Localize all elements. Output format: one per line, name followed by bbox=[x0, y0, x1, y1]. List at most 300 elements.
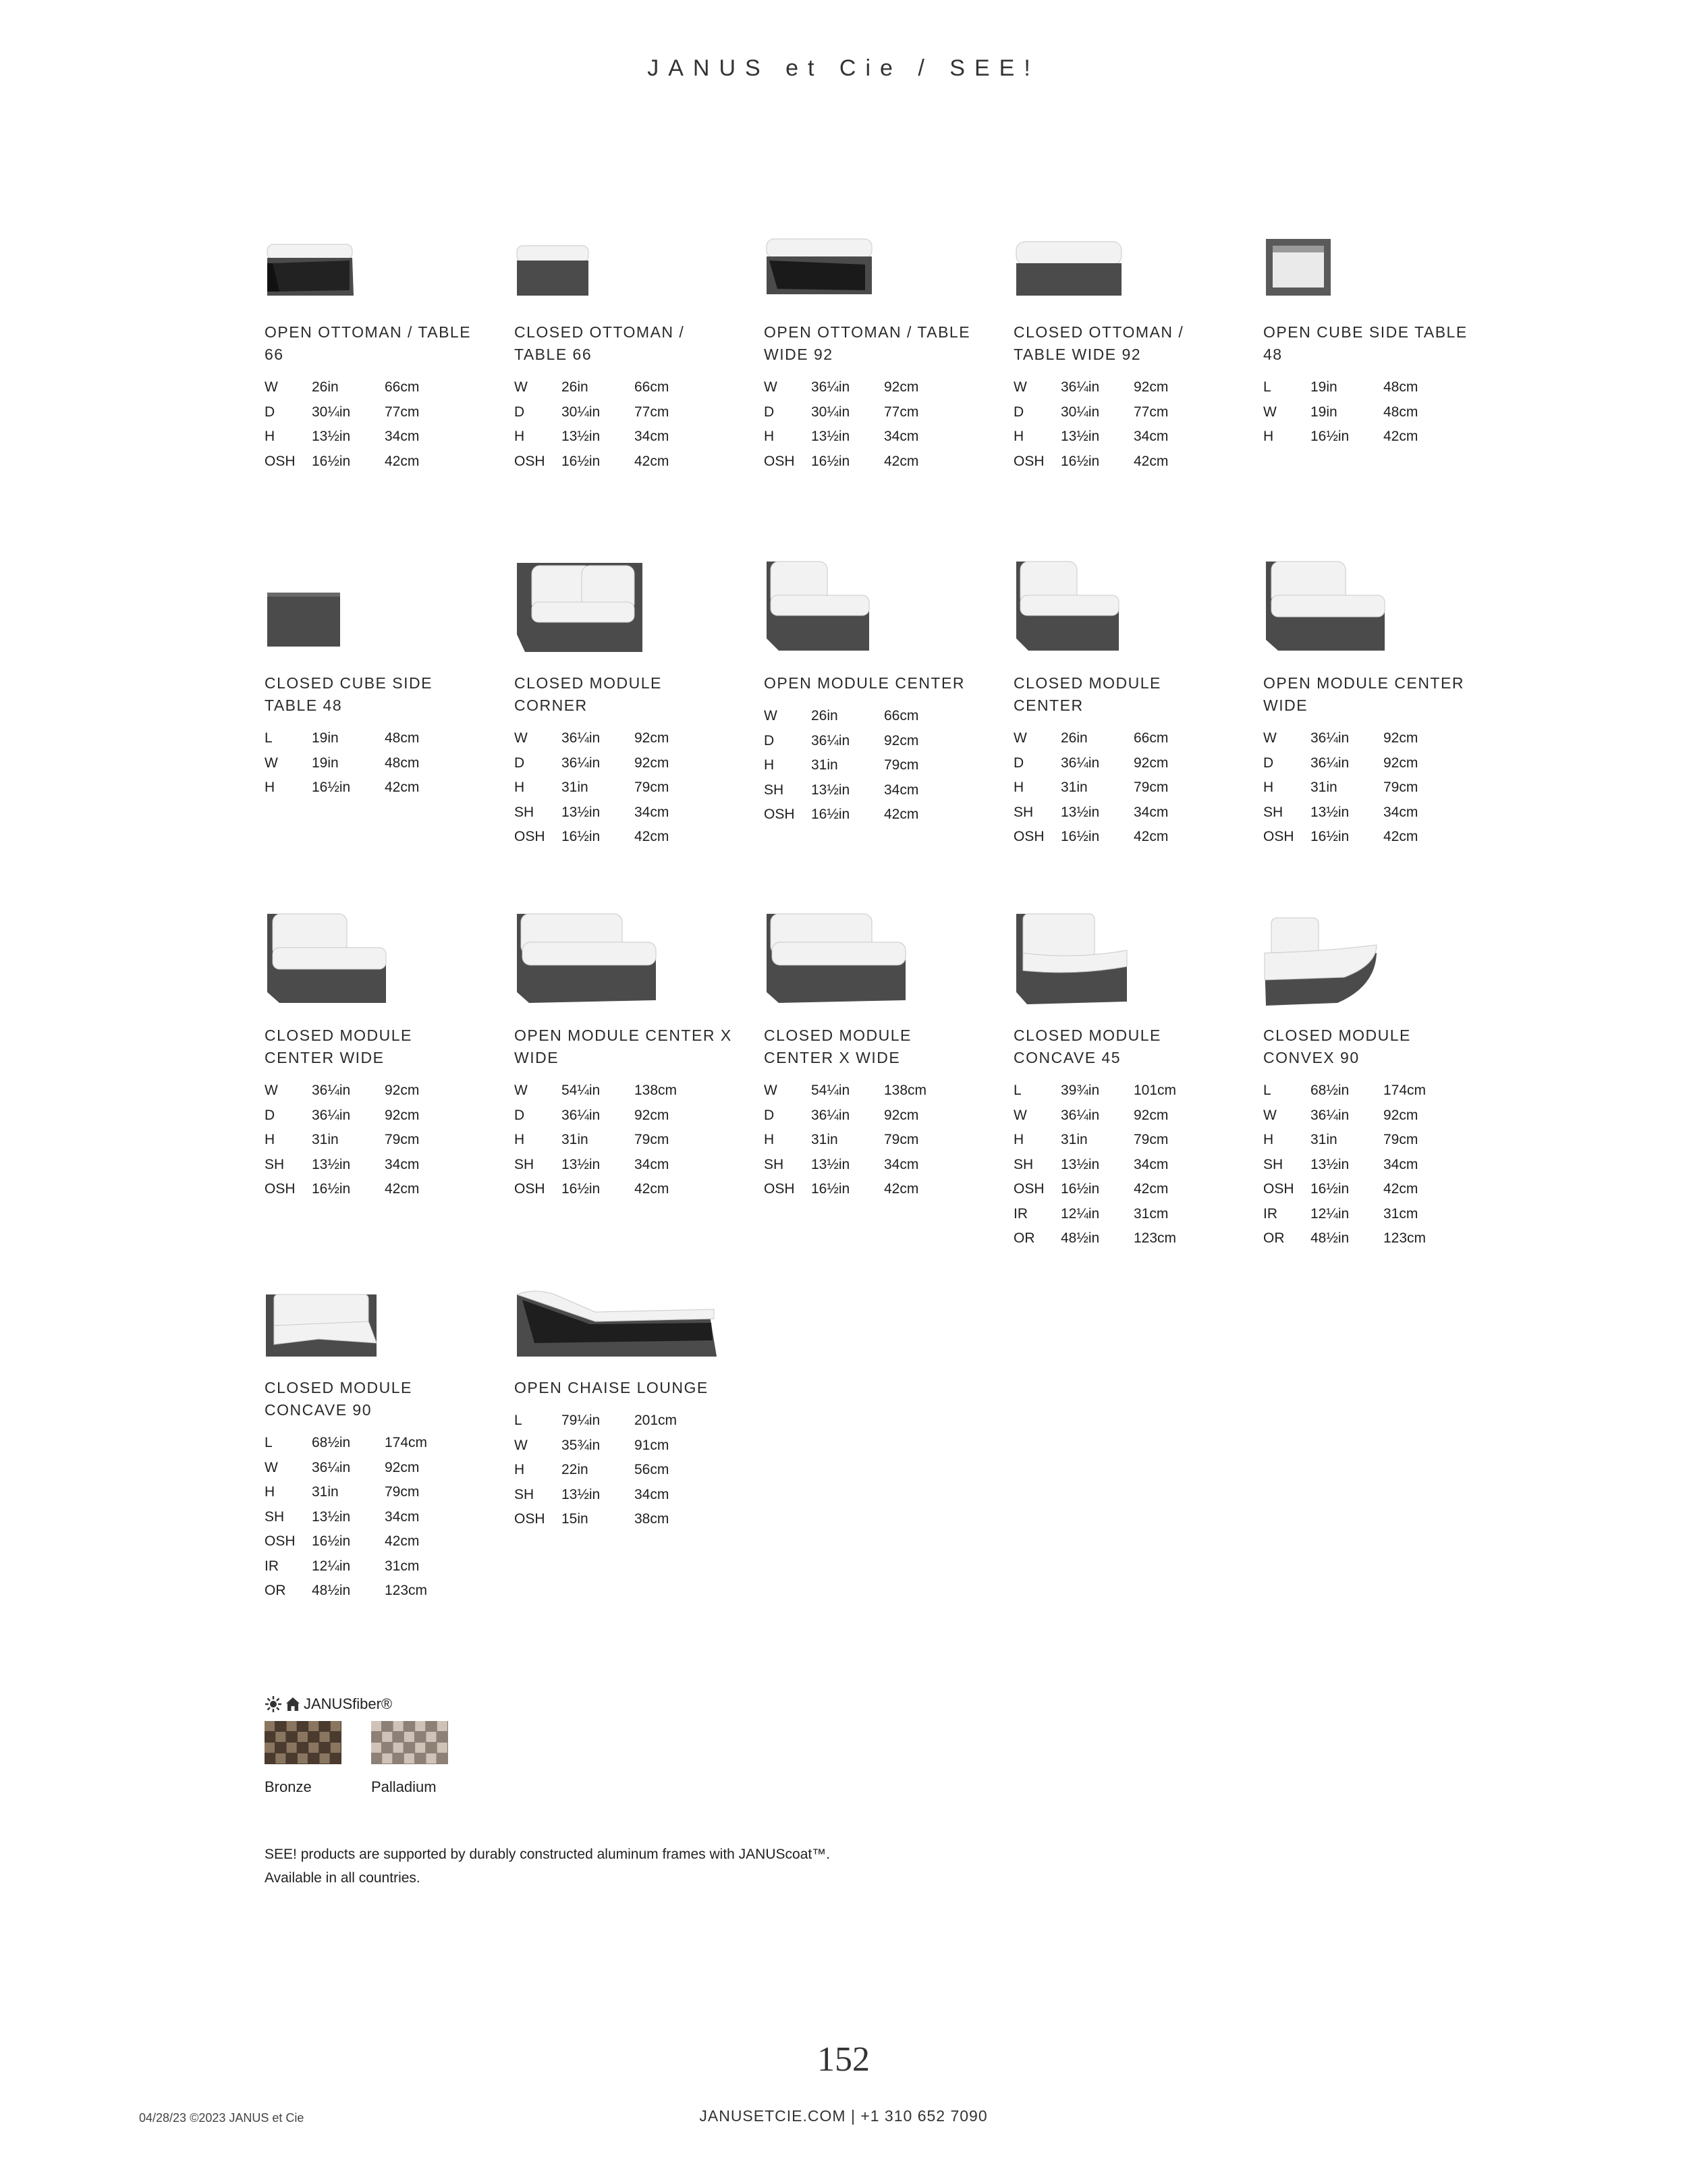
spec-cm: 92cm bbox=[634, 755, 669, 771]
spec-row bbox=[1014, 449, 1236, 474]
swatch-palladium bbox=[371, 1721, 448, 1796]
spec-row bbox=[764, 1153, 987, 1178]
spec-cm: 79cm bbox=[385, 1484, 420, 1500]
spec-row bbox=[1014, 1079, 1236, 1103]
spec-table bbox=[1014, 726, 1236, 850]
spec-inches: 36¼in bbox=[1310, 1107, 1350, 1123]
product-name: CLOSED OTTOMAN / TABLE WIDE 92 bbox=[1014, 323, 1184, 363]
spec-inches: 36¼in bbox=[1310, 755, 1350, 771]
spec-row bbox=[1014, 825, 1236, 850]
spec-inches: 13½in bbox=[811, 429, 850, 444]
spec-key: OSH bbox=[764, 1181, 795, 1197]
spec-inches: 31in bbox=[312, 1132, 339, 1147]
spec-row bbox=[265, 1079, 487, 1103]
spec-row bbox=[764, 449, 987, 474]
spec-cm: 79cm bbox=[634, 780, 669, 795]
spec-inches: 54¼in bbox=[561, 1083, 601, 1098]
spec-key: W bbox=[265, 1459, 278, 1475]
spec-key: OSH bbox=[514, 1511, 545, 1527]
spec-row bbox=[265, 425, 487, 449]
spec-inches: 16½in bbox=[561, 829, 601, 844]
product-image bbox=[1263, 223, 1486, 304]
product-image bbox=[1014, 926, 1236, 1007]
spec-inches: 30¼in bbox=[1061, 404, 1100, 420]
spec-key: OR bbox=[1014, 1230, 1035, 1246]
spec-inches: 13½in bbox=[1310, 804, 1350, 820]
spec-inches: 13½in bbox=[312, 429, 351, 444]
spec-key: H bbox=[764, 757, 775, 773]
spec-cm: 34cm bbox=[1383, 1156, 1418, 1172]
spec-key: D bbox=[514, 1107, 525, 1123]
spec-row bbox=[265, 1153, 487, 1178]
product-name: CLOSED CUBE SIDE TABLE 48 bbox=[265, 674, 433, 714]
spec-row bbox=[514, 400, 737, 425]
spec-cm: 77cm bbox=[1134, 404, 1169, 420]
spec-row bbox=[1014, 425, 1236, 449]
product-image bbox=[514, 926, 737, 1007]
swatch-bronze bbox=[265, 1721, 341, 1796]
spec-key: D bbox=[514, 755, 525, 771]
spec-row bbox=[764, 753, 987, 778]
product-image bbox=[514, 574, 737, 655]
spec-inches: 36¼in bbox=[811, 732, 850, 748]
spec-row bbox=[1014, 1177, 1236, 1202]
spec-inches: 13½in bbox=[1310, 1156, 1350, 1172]
spec-key: H bbox=[265, 429, 275, 444]
product-card-closed-module-center-x-wide bbox=[764, 926, 987, 1202]
spec-row bbox=[514, 775, 737, 800]
spec-row bbox=[1263, 825, 1486, 850]
spec-key: OSH bbox=[1014, 829, 1045, 844]
spec-row bbox=[1263, 775, 1486, 800]
spec-key: H bbox=[764, 1132, 775, 1147]
spec-cm: 56cm bbox=[634, 1462, 669, 1477]
spec-cm: 77cm bbox=[385, 404, 420, 420]
spec-key: W bbox=[514, 730, 528, 746]
spec-row bbox=[764, 729, 987, 754]
spec-row bbox=[1014, 726, 1236, 751]
spec-key: OSH bbox=[514, 1181, 545, 1197]
spec-row bbox=[265, 751, 487, 776]
spec-key: H bbox=[265, 780, 275, 795]
spec-cm: 92cm bbox=[1383, 755, 1418, 771]
spec-inches: 36¼in bbox=[561, 755, 601, 771]
footer-date-copyright: 04/28/23 ©2023 JANUS et Cie bbox=[139, 2111, 304, 2125]
spec-cm: 48cm bbox=[1383, 404, 1418, 420]
product-card-open-module-center-x-wide bbox=[514, 926, 737, 1202]
spec-cm: 34cm bbox=[634, 804, 669, 820]
swatch-label: Bronze bbox=[265, 1778, 312, 1795]
spec-key: W bbox=[514, 1083, 528, 1098]
spec-cm: 42cm bbox=[884, 1181, 919, 1197]
spec-cm: 42cm bbox=[634, 829, 669, 844]
spec-inches: 36¼in bbox=[1061, 379, 1100, 395]
spec-key: OSH bbox=[1014, 1181, 1045, 1197]
product-card-closed-module-center bbox=[1014, 574, 1236, 850]
spec-inches: 16½in bbox=[1310, 1181, 1350, 1197]
spec-row bbox=[514, 1507, 737, 1532]
spec-row bbox=[514, 375, 737, 400]
spec-cm: 34cm bbox=[385, 429, 420, 444]
spec-cm: 138cm bbox=[884, 1083, 927, 1098]
spec-row bbox=[764, 778, 987, 803]
spec-key: IR bbox=[1014, 1205, 1028, 1222]
spec-key: H bbox=[1263, 429, 1274, 444]
spec-inches: 16½in bbox=[312, 1181, 351, 1197]
spec-row bbox=[764, 1128, 987, 1153]
spec-cm: 66cm bbox=[385, 379, 420, 395]
spec-row bbox=[265, 1177, 487, 1202]
spec-row bbox=[1263, 1103, 1486, 1128]
spec-row bbox=[265, 1103, 487, 1128]
spec-key: L bbox=[1263, 1083, 1271, 1098]
spec-key: W bbox=[1014, 1107, 1027, 1123]
product-image bbox=[1263, 926, 1486, 1007]
spec-inches: 12¼in bbox=[312, 1558, 351, 1574]
spec-table bbox=[514, 1409, 737, 1532]
spec-key: W bbox=[265, 379, 278, 395]
spec-row bbox=[265, 1554, 487, 1579]
spec-row bbox=[1014, 400, 1236, 425]
product-name: CLOSED MODULE CONVEX 90 bbox=[1263, 1027, 1411, 1066]
spec-inches: 31in bbox=[1061, 780, 1088, 795]
spec-cm: 79cm bbox=[1383, 780, 1418, 795]
spec-key: W bbox=[1263, 730, 1277, 746]
spec-row bbox=[514, 1483, 737, 1508]
spec-key: IR bbox=[1263, 1205, 1277, 1222]
spec-key: D bbox=[1014, 755, 1024, 771]
spec-cm: 92cm bbox=[884, 379, 919, 395]
spec-key: D bbox=[265, 404, 275, 420]
spec-cm: 48cm bbox=[385, 730, 420, 746]
spec-cm: 123cm bbox=[1383, 1230, 1427, 1246]
spec-table bbox=[764, 1079, 987, 1202]
spec-key: OSH bbox=[1014, 453, 1045, 469]
spec-inches: 22in bbox=[561, 1462, 588, 1477]
spec-key: W bbox=[764, 708, 777, 724]
spec-table bbox=[1014, 1079, 1236, 1251]
page-header: JANUS et Cie / SEE! bbox=[647, 55, 1040, 81]
note-line: Available in all countries. bbox=[265, 1870, 420, 1886]
spec-cm: 34cm bbox=[634, 1486, 669, 1502]
spec-key: SH bbox=[514, 1486, 534, 1502]
spec-cm: 79cm bbox=[1134, 780, 1169, 795]
product-card-open-cube-side-table-48 bbox=[1263, 223, 1486, 449]
spec-key: D bbox=[764, 732, 775, 748]
spec-inches: 16½in bbox=[1310, 429, 1350, 444]
spec-cm: 101cm bbox=[1134, 1083, 1177, 1098]
spec-cm: 79cm bbox=[1383, 1132, 1418, 1147]
spec-cm: 92cm bbox=[385, 1459, 420, 1475]
spec-cm: 42cm bbox=[385, 780, 420, 795]
product-card-open-module-center bbox=[764, 574, 987, 827]
spec-inches: 31in bbox=[1310, 780, 1337, 795]
spec-cm: 42cm bbox=[1134, 829, 1169, 844]
spec-row bbox=[265, 1480, 487, 1505]
spec-cm: 48cm bbox=[385, 755, 420, 771]
spec-cm: 31cm bbox=[1383, 1205, 1418, 1222]
spec-row bbox=[514, 425, 737, 449]
spec-row bbox=[1263, 726, 1486, 751]
spec-key: W bbox=[1263, 404, 1277, 420]
spec-row bbox=[265, 1128, 487, 1153]
spec-cm: 201cm bbox=[634, 1413, 677, 1428]
spec-inches: 13½in bbox=[1061, 1156, 1100, 1172]
spec-row bbox=[1263, 1226, 1486, 1251]
product-image bbox=[265, 223, 487, 304]
spec-row bbox=[514, 1177, 737, 1202]
spec-inches: 36¼in bbox=[1310, 730, 1350, 746]
product-name: CLOSED OTTOMAN / TABLE 66 bbox=[514, 323, 685, 363]
product-image bbox=[1263, 574, 1486, 655]
spec-row bbox=[1014, 1226, 1236, 1251]
spec-row bbox=[1263, 1202, 1486, 1227]
spec-inches: 12¼in bbox=[1061, 1205, 1100, 1222]
spec-key: SH bbox=[265, 1508, 285, 1525]
spec-key: H bbox=[1014, 429, 1024, 444]
spec-row bbox=[265, 1431, 487, 1456]
product-image bbox=[514, 223, 737, 304]
spec-cm: 92cm bbox=[634, 730, 669, 746]
spec-cm: 91cm bbox=[634, 1437, 669, 1453]
spec-inches: 31in bbox=[1061, 1132, 1088, 1147]
product-card-closed-module-concave-45 bbox=[1014, 926, 1236, 1251]
spec-row bbox=[1014, 1202, 1236, 1227]
spec-inches: 15in bbox=[561, 1511, 588, 1527]
product-card-closed-cube-side-table-48 bbox=[265, 574, 487, 800]
spec-inches: 16½in bbox=[1061, 453, 1100, 469]
spec-cm: 66cm bbox=[1134, 730, 1169, 746]
spec-inches: 31in bbox=[561, 780, 588, 795]
product-name: OPEN MODULE CENTER bbox=[764, 674, 965, 692]
spec-cm: 42cm bbox=[884, 453, 919, 469]
spec-inches: 36¼in bbox=[1061, 1107, 1100, 1123]
spec-cm: 66cm bbox=[884, 708, 919, 724]
product-image bbox=[764, 926, 987, 1007]
spec-cm: 92cm bbox=[385, 1107, 420, 1123]
spec-key: SH bbox=[514, 1156, 534, 1172]
spec-row bbox=[1014, 1128, 1236, 1153]
spec-row bbox=[764, 704, 987, 729]
spec-row bbox=[1263, 1153, 1486, 1178]
spec-key: H bbox=[1014, 780, 1024, 795]
spec-cm: 42cm bbox=[1134, 453, 1169, 469]
spec-row bbox=[514, 825, 737, 850]
spec-row bbox=[514, 449, 737, 474]
product-card-closed-ottoman-table-wide-92 bbox=[1014, 223, 1236, 474]
spec-table bbox=[265, 726, 487, 800]
spec-inches: 36¼in bbox=[561, 730, 601, 746]
spec-key: H bbox=[764, 429, 775, 444]
spec-inches: 16½in bbox=[1061, 829, 1100, 844]
spec-cm: 123cm bbox=[1134, 1230, 1177, 1246]
footer-contact: JANUSETCIE.COM | +1 310 652 7090 bbox=[699, 2107, 988, 2125]
product-name: OPEN CHAISE LOUNGE bbox=[514, 1379, 709, 1396]
spec-row bbox=[514, 1153, 737, 1178]
spec-inches: 13½in bbox=[312, 1508, 351, 1525]
spec-key: H bbox=[1263, 1132, 1274, 1147]
product-card-open-ottoman-table-66 bbox=[265, 223, 487, 474]
spec-cm: 79cm bbox=[385, 1132, 420, 1147]
spec-row bbox=[1263, 1177, 1486, 1202]
product-name: OPEN MODULE CENTER X WIDE bbox=[514, 1027, 732, 1066]
spec-key: SH bbox=[1263, 804, 1283, 820]
spec-key: OSH bbox=[265, 1181, 296, 1197]
spec-inches: 16½in bbox=[312, 780, 351, 795]
spec-key: OSH bbox=[1263, 1181, 1294, 1197]
spec-key: OSH bbox=[514, 829, 545, 844]
spec-cm: 34cm bbox=[385, 1156, 420, 1172]
spec-table bbox=[514, 375, 737, 474]
spec-cm: 174cm bbox=[385, 1435, 428, 1450]
spec-row bbox=[514, 1434, 737, 1458]
spec-row bbox=[265, 726, 487, 751]
spec-cm: 92cm bbox=[1134, 379, 1169, 395]
product-card-closed-module-concave-90 bbox=[265, 1278, 487, 1604]
spec-inches: 19in bbox=[1310, 379, 1337, 395]
spec-inches: 31in bbox=[811, 757, 838, 773]
spec-inches: 13½in bbox=[561, 429, 601, 444]
notes bbox=[265, 1842, 830, 1890]
spec-cm: 92cm bbox=[884, 732, 919, 748]
spec-cm: 31cm bbox=[1134, 1205, 1169, 1222]
product-card-open-module-center-wide bbox=[1263, 574, 1486, 850]
product-card-closed-ottoman-table-66 bbox=[514, 223, 737, 474]
spec-cm: 34cm bbox=[1383, 804, 1418, 820]
spec-row bbox=[1014, 775, 1236, 800]
spec-inches: 16½in bbox=[561, 453, 601, 469]
product-image bbox=[1014, 574, 1236, 655]
spec-key: H bbox=[1014, 1132, 1024, 1147]
product-name: CLOSED MODULE CONCAVE 45 bbox=[1014, 1027, 1161, 1066]
spec-cm: 34cm bbox=[884, 782, 919, 798]
spec-cm: 31cm bbox=[385, 1558, 420, 1574]
spec-key: IR bbox=[265, 1558, 279, 1574]
swatch-image bbox=[371, 1721, 448, 1764]
spec-inches: 48½in bbox=[1061, 1230, 1100, 1246]
spec-inches: 30¼in bbox=[811, 404, 850, 420]
product-image bbox=[1014, 223, 1236, 304]
product-name: CLOSED MODULE CENTER WIDE bbox=[265, 1027, 412, 1066]
spec-inches: 16½in bbox=[312, 453, 351, 469]
spec-row bbox=[1263, 375, 1486, 400]
spec-inches: 31in bbox=[1310, 1132, 1337, 1147]
spec-row bbox=[764, 802, 987, 827]
fiber-title-text: JANUSfiber® bbox=[304, 1695, 393, 1712]
spec-table bbox=[1263, 375, 1486, 449]
spec-inches: 30¼in bbox=[312, 404, 351, 420]
spec-cm: 38cm bbox=[634, 1511, 669, 1527]
product-name: OPEN OTTOMAN / TABLE 66 bbox=[265, 323, 472, 363]
page-number: 152 bbox=[817, 2040, 870, 2079]
spec-inches: 13½in bbox=[561, 1486, 601, 1502]
spec-cm: 174cm bbox=[1383, 1083, 1427, 1098]
spec-key: OSH bbox=[764, 807, 795, 822]
swatch-list bbox=[265, 1721, 478, 1796]
spec-row bbox=[514, 1103, 737, 1128]
swatch-image bbox=[265, 1721, 341, 1764]
spec-row bbox=[1263, 425, 1486, 449]
spec-row bbox=[764, 1103, 987, 1128]
spec-inches: 31in bbox=[561, 1132, 588, 1147]
spec-key: D bbox=[514, 404, 525, 420]
product-name: OPEN OTTOMAN / TABLE WIDE 92 bbox=[764, 323, 971, 363]
sun-icon bbox=[265, 1695, 282, 1713]
spec-table bbox=[764, 704, 987, 827]
spec-row bbox=[764, 1177, 987, 1202]
spec-key: W bbox=[764, 379, 777, 395]
product-name: CLOSED MODULE CONCAVE 90 bbox=[265, 1379, 412, 1419]
note-line: SEE! products are supported by durably constructed aluminum frames with JANUScoat™. bbox=[265, 1847, 831, 1862]
spec-row bbox=[1263, 400, 1486, 425]
spec-key: OSH bbox=[265, 453, 296, 469]
spec-row bbox=[1263, 751, 1486, 776]
spec-cm: 79cm bbox=[884, 757, 919, 773]
spec-inches: 19in bbox=[312, 755, 339, 771]
spec-table bbox=[514, 1079, 737, 1202]
spec-cm: 92cm bbox=[1134, 1107, 1169, 1123]
spec-cm: 92cm bbox=[1383, 730, 1418, 746]
spec-key: W bbox=[265, 1083, 278, 1098]
spec-row bbox=[1014, 1103, 1236, 1128]
spec-cm: 92cm bbox=[385, 1083, 420, 1098]
spec-inches: 13½in bbox=[312, 1156, 351, 1172]
spec-cm: 92cm bbox=[1134, 755, 1169, 771]
spec-inches: 13½in bbox=[811, 782, 850, 798]
product-name: CLOSED MODULE CENTER X WIDE bbox=[764, 1027, 912, 1066]
spec-key: SH bbox=[1014, 1156, 1034, 1172]
spec-cm: 138cm bbox=[634, 1083, 677, 1098]
product-name: CLOSED MODULE CORNER bbox=[514, 674, 662, 714]
spec-row bbox=[265, 375, 487, 400]
spec-key: D bbox=[1014, 404, 1024, 420]
spec-inches: 39¾in bbox=[1061, 1083, 1100, 1098]
spec-cm: 34cm bbox=[884, 1156, 919, 1172]
product-image bbox=[265, 926, 487, 1007]
spec-inches: 48½in bbox=[312, 1583, 351, 1598]
spec-row bbox=[764, 400, 987, 425]
spec-row bbox=[1263, 800, 1486, 825]
spec-inches: 36¼in bbox=[811, 1107, 850, 1123]
spec-cm: 34cm bbox=[1134, 804, 1169, 820]
spec-row bbox=[764, 425, 987, 449]
spec-inches: 13½in bbox=[561, 804, 601, 820]
spec-cm: 92cm bbox=[1383, 1107, 1418, 1123]
spec-key: H bbox=[265, 1484, 275, 1500]
spec-key: W bbox=[764, 1083, 777, 1098]
spec-inches: 19in bbox=[312, 730, 339, 746]
spec-row bbox=[265, 1529, 487, 1554]
product-card-open-chaise-lounge bbox=[514, 1278, 737, 1532]
spec-key: OR bbox=[1263, 1230, 1285, 1246]
spec-row bbox=[1263, 1128, 1486, 1153]
spec-row bbox=[764, 1079, 987, 1103]
spec-inches: 68½in bbox=[1310, 1083, 1350, 1098]
spec-row bbox=[1014, 800, 1236, 825]
spec-cm: 123cm bbox=[385, 1583, 428, 1598]
spec-row bbox=[514, 726, 737, 751]
spec-row bbox=[265, 449, 487, 474]
spec-inches: 16½in bbox=[811, 807, 850, 822]
spec-key: SH bbox=[265, 1156, 285, 1172]
spec-inches: 31in bbox=[312, 1484, 339, 1500]
spec-cm: 92cm bbox=[884, 1107, 919, 1123]
product-image bbox=[764, 223, 987, 304]
spec-cm: 42cm bbox=[385, 1533, 420, 1549]
spec-key: OSH bbox=[764, 453, 795, 469]
spec-row bbox=[514, 1458, 737, 1483]
spec-inches: 36¼in bbox=[312, 1107, 351, 1123]
